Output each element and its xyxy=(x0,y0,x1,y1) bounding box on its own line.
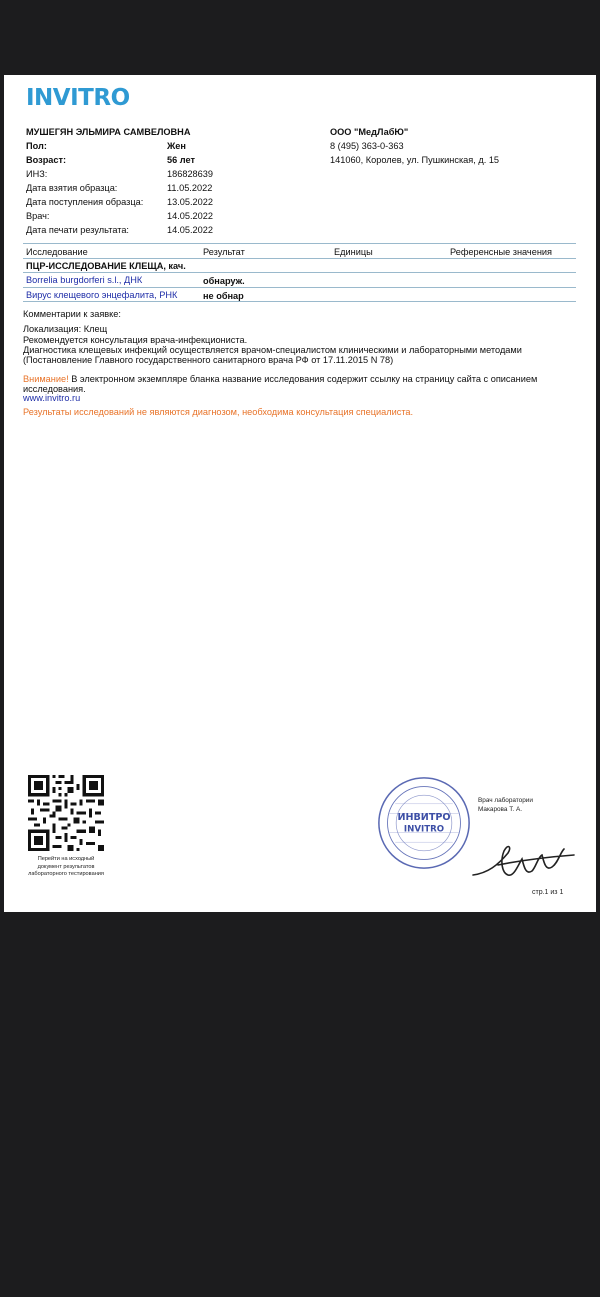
table-top-rule xyxy=(23,243,576,244)
attention-text: В электронном экземпляре бланка название исследования содержит ссылку на страницу сайта с описанием xyxy=(68,374,538,384)
signer-block xyxy=(478,796,533,814)
age-value: 56 лет xyxy=(167,155,195,165)
table-row-test-borrelia[interactable]: Borrelia burgdorferi s.l., ДНК xyxy=(26,275,143,285)
attention-word: Внимание! xyxy=(23,374,69,384)
signature xyxy=(468,835,578,885)
age-label: Возраст: xyxy=(26,155,67,165)
lab-name: ООО "МедЛабЮ" xyxy=(330,127,409,137)
sex-label: Пол: xyxy=(26,141,47,151)
receipt-date-label: Дата поступления образца: xyxy=(26,197,144,207)
col-header-result: Результат xyxy=(203,247,245,257)
section-rule xyxy=(23,272,576,273)
section-title: ПЦР-ИССЛЕДОВАНИЕ КЛЕЩА, кач. xyxy=(26,261,186,271)
lab-stamp xyxy=(376,775,472,871)
attention-notice xyxy=(23,374,537,385)
sample-date-value: 11.05.2022 xyxy=(167,183,213,193)
table-row-test-encephalitis[interactable]: Вирус клещевого энцефалита, РНК xyxy=(26,290,178,300)
doctor-value: 14.05.2022 xyxy=(167,211,213,221)
col-header-units: Единицы xyxy=(334,247,373,257)
comments-title: Комментарии к заявке: xyxy=(23,309,121,319)
col-header-reference: Референсные значения xyxy=(450,247,552,257)
stamp-text: ИНВИТРО xyxy=(397,812,451,824)
attention-text-cont: исследования. xyxy=(23,384,86,394)
patient-name: МУШЕГЯН ЭЛЬМИРА САМВЕЛОВНА xyxy=(26,127,191,137)
inz-label: ИНЗ: xyxy=(26,169,48,179)
table-row-result-encephalitis: не обнар xyxy=(203,291,244,301)
result-document xyxy=(4,75,596,912)
row-rule-1 xyxy=(23,287,576,288)
sex-value: Жен xyxy=(167,141,186,151)
inz-value: 186828639 xyxy=(167,169,213,179)
comments-line-2: Диагностика клещевых инфекций осуществляется врачом-специалистом клиническими и лабораторными методами xyxy=(23,345,522,355)
print-date-label: Дата печати результата: xyxy=(26,225,129,235)
page-number: стр.1 из 1 xyxy=(532,889,564,896)
header-rule xyxy=(23,258,576,259)
qr-caption-line-1: Перейти на исходный xyxy=(37,856,95,862)
row-rule-2 xyxy=(23,301,576,302)
signer-title: Врач лаборатории xyxy=(478,797,533,804)
qr-caption xyxy=(18,856,114,879)
table-row-result-borrelia: обнаруж. xyxy=(203,276,245,286)
comments-localization: Локализация: Клещ xyxy=(23,324,108,334)
print-date-value: 14.05.2022 xyxy=(167,225,213,235)
col-header-test: Исследование xyxy=(26,247,88,257)
website-link[interactable]: www.invitro.ru xyxy=(23,393,81,403)
receipt-date-value: 13.05.2022 xyxy=(167,197,213,207)
sample-date-label: Дата взятия образца: xyxy=(26,183,118,193)
disclaimer: Результаты исследований не являются диагнозом, необходима консультация специалиста. xyxy=(23,407,414,417)
lab-phone: 8 (495) 363-0-363 xyxy=(330,141,404,151)
doctor-label: Врач: xyxy=(26,211,50,221)
lab-address: 141060, Королев, ул. Пушкинская, д. 15 xyxy=(330,155,500,165)
stamp-text-latin: INVITRO xyxy=(403,824,445,835)
qr-caption-line-2: документ результатов xyxy=(37,863,95,870)
comments-line-3: (Постановление Главного государственного санитарного врача РФ от 17.11.2015 N 78) xyxy=(23,355,394,365)
comments-line-1: Рекомендуется консультация врача-инфекциониста. xyxy=(23,335,248,345)
qr-caption-line-3: лабораторного тестирования xyxy=(28,871,104,877)
signer-name: Макарова Т. А. xyxy=(478,806,522,813)
invitro-logo: INVITRO xyxy=(26,85,130,111)
qr-code[interactable] xyxy=(28,775,104,851)
